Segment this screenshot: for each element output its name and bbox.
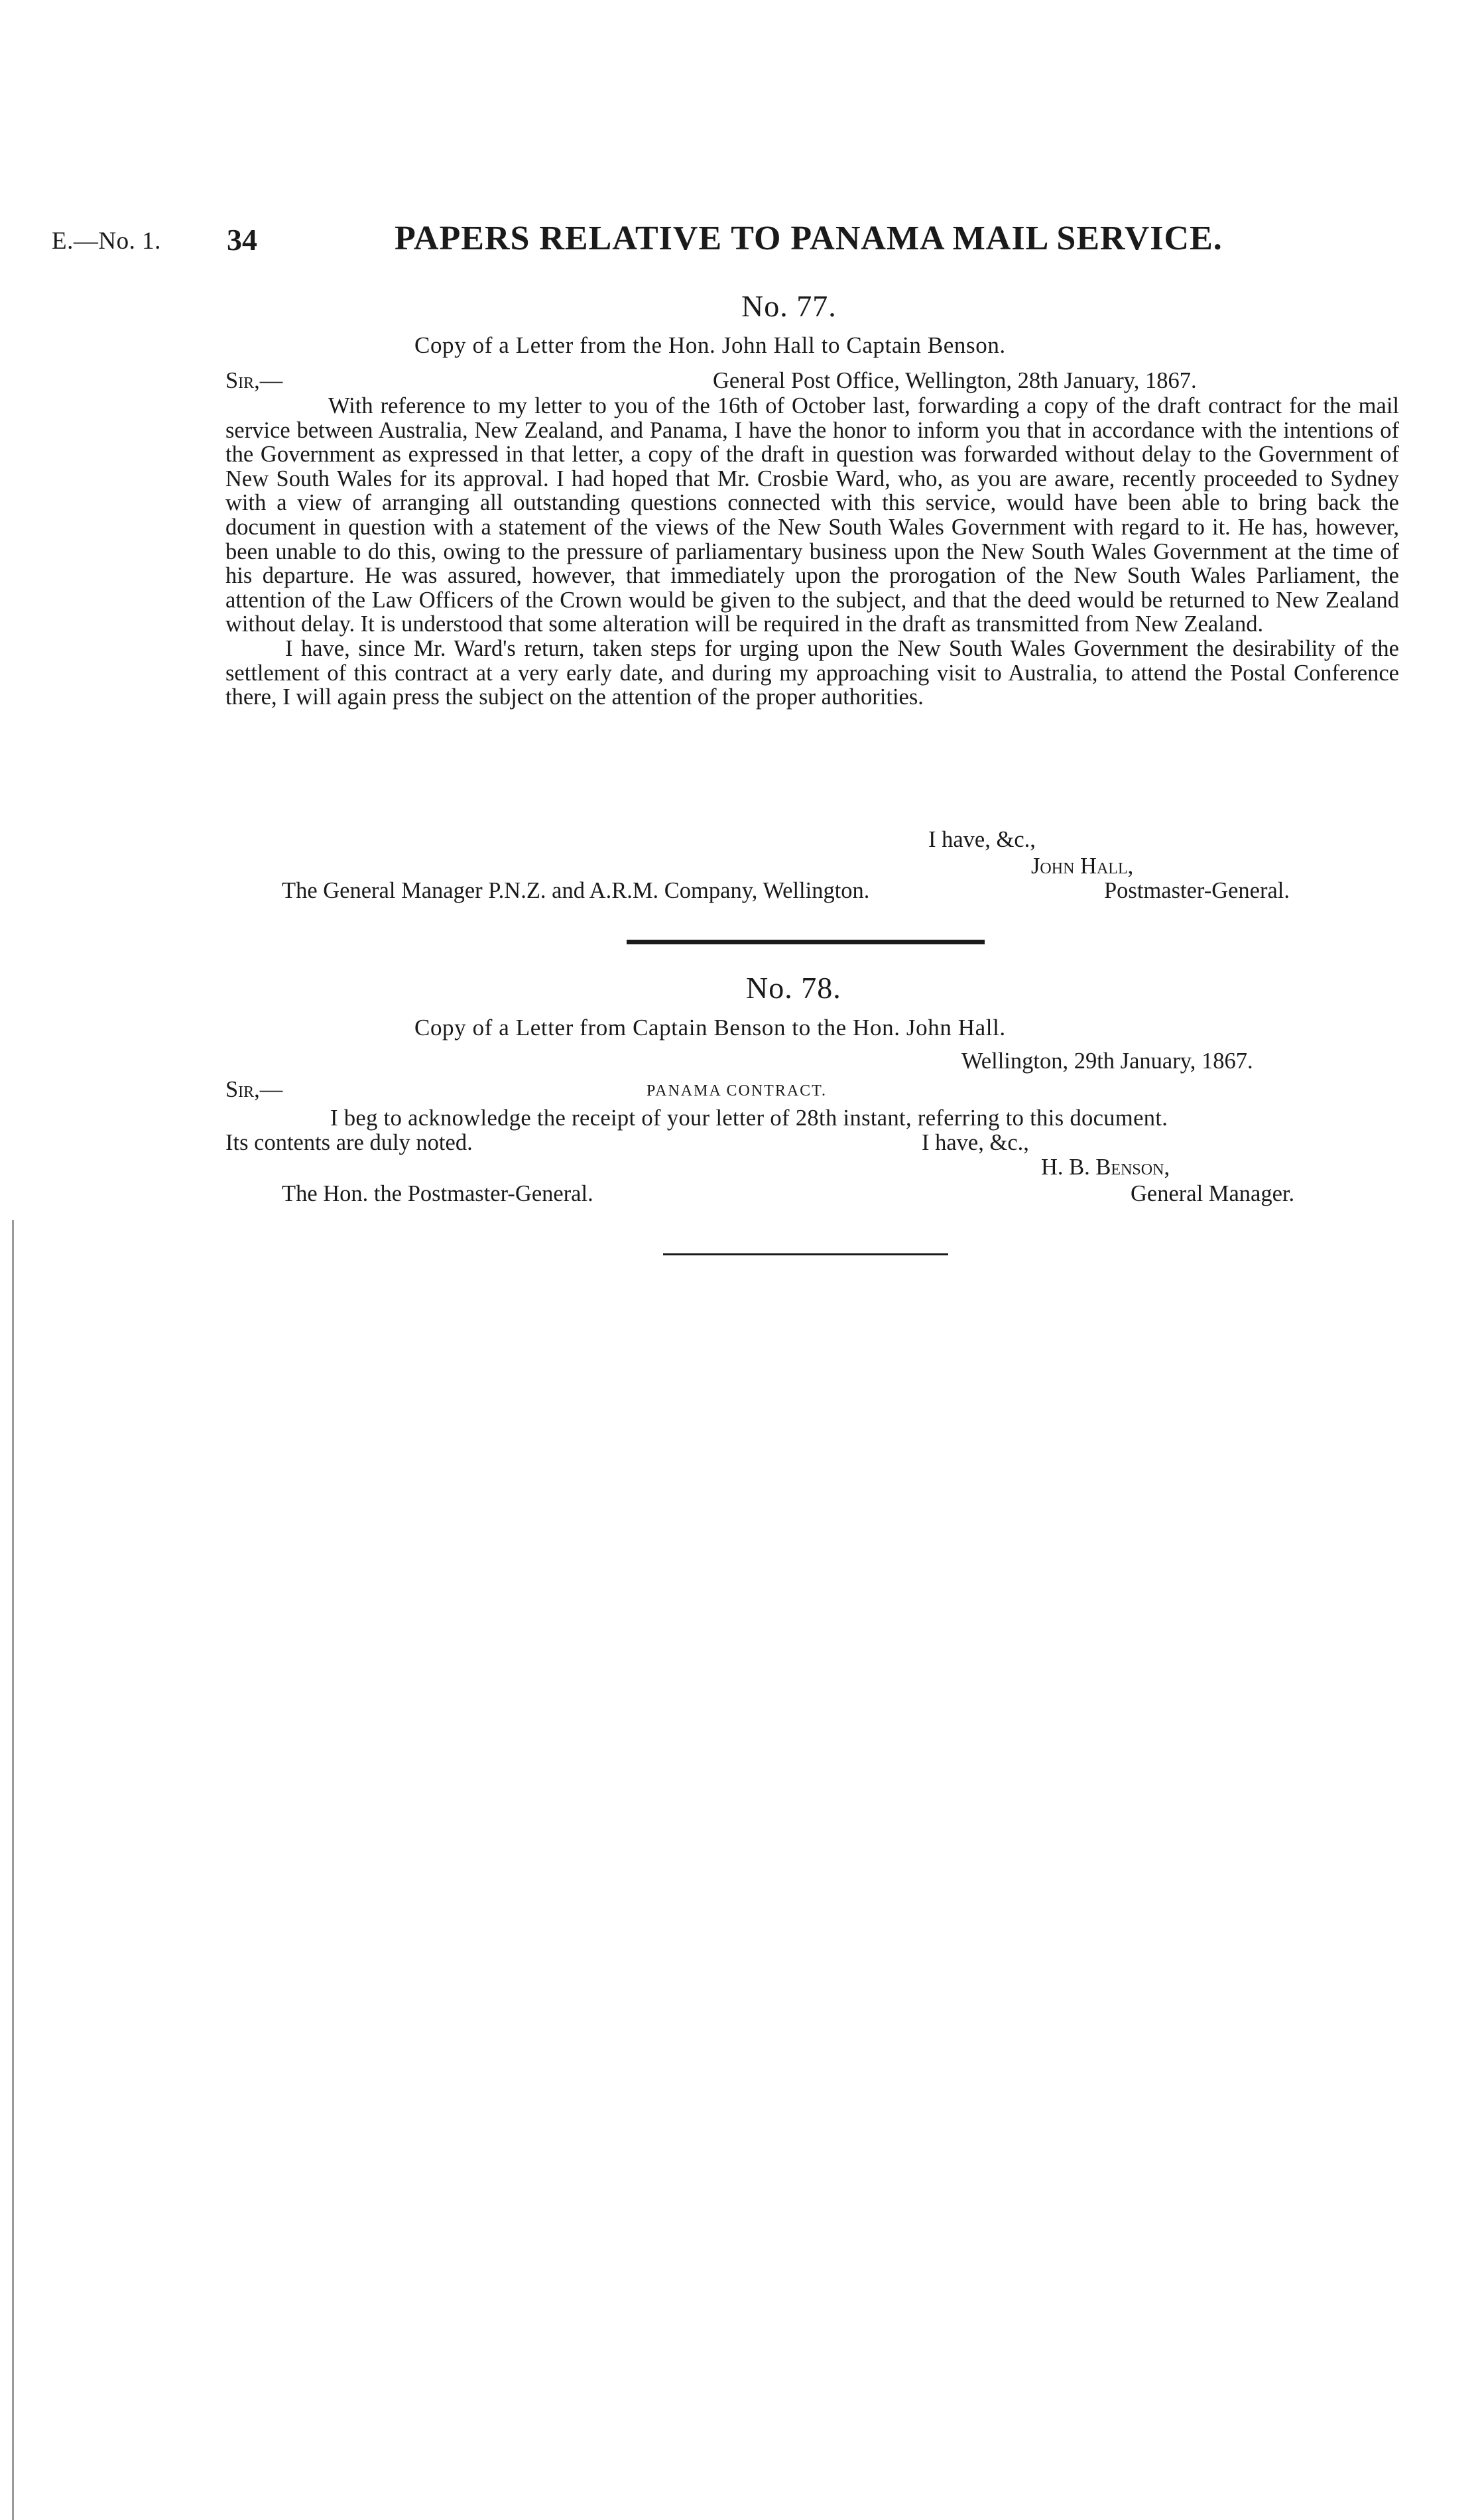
letter-77-place-date: General Post Office, Wellington, 28th January, 1867. — [713, 368, 1197, 393]
letter-78-number: No. 78. — [746, 971, 841, 1005]
letter-78-salutation: Sir,— — [225, 1077, 283, 1102]
letter-77-closing: I have, &c., — [928, 827, 1036, 852]
letter-78-subject: PANAMA CONTRACT. — [647, 1082, 828, 1100]
letter-77-signatory: John Hall, — [1031, 853, 1134, 879]
letter-78-signatory: H. B. Benson, — [1041, 1155, 1170, 1180]
end-divider — [663, 1253, 948, 1255]
letter-77-salutation: Sir,— — [225, 368, 283, 393]
letter-78-body-line-2: Its contents are duly noted. — [225, 1130, 473, 1155]
letter-78-caption: Copy of a Letter from Captain Benson to the Hon. John Hall. — [414, 1015, 1006, 1040]
letter-78-closing: I have, &c., — [922, 1130, 1029, 1155]
document-reference: E.—No. 1. — [52, 227, 161, 255]
letter-77-caption: Copy of a Letter from the Hon. John Hall to Captain Benson. — [414, 332, 1006, 358]
letter-77-signatory-title: Postmaster-General. — [1104, 878, 1290, 903]
letter-78-body-line-1: I beg to acknowledge the receipt of your letter of 28th instant, referring to this document. — [330, 1105, 1168, 1131]
letter-78-signatory-title: General Manager. — [1131, 1181, 1295, 1206]
section-divider — [627, 940, 985, 944]
letter-77-paragraph-1: With reference to my letter to you of the 16th of October last, forwarding a copy of the draft contract for the mail service between Australia, New Zealand, and Panama, I have the honor to inform you that in accordance with the intentions of the Government as expressed in that letter, a copy of the draft in question was forwarded without delay to the Government of New South Wales for its approval. I had hoped that Mr. Crosbie Ward, who, as you are aware, recently proceeded to Sydney with a view of arranging all outstanding questions connected with this service, would have been able to bring back the document in question with a statement of the views of the New South Wales Government with regard to it. He has, however, been unable to do this, owing to the pressure of parliamentary business upon the New South Wales Government at the time of his departure. He was assured, however, that immediately upon the prorogation of the New South Wales Parliament, the attention of the Law Officers of the Crown would be given to the subject, and that the deed would be returned to New Zealand without delay. It is understood that some alteration will be required in the draft as transmitted from New Zealand. — [225, 393, 1399, 637]
page-number: 34 — [227, 223, 257, 257]
letter-77-body — [225, 394, 1399, 710]
letter-77-paragraph-2: I have, since Mr. Ward's return, taken steps for urging upon the New South Wales Government the desirability of the settlement of this contract at a very early date, and during my approaching visit to Australia, to attend the Postal Conference there, I will again press the subject on the attention of the proper authorities. — [225, 635, 1399, 710]
page-title: PAPERS RELATIVE TO PANAMA MAIL SERVICE. — [395, 220, 1223, 257]
letter-78-place-date: Wellington, 29th January, 1867. — [961, 1048, 1253, 1074]
letter-78-addressee: The Hon. the Postmaster-General. — [282, 1181, 593, 1206]
scan-edge-line — [12, 1220, 14, 2520]
letter-77-addressee: The General Manager P.N.Z. and A.R.M. Company, Wellington. — [282, 878, 870, 903]
letter-77-number: No. 77. — [741, 289, 837, 323]
